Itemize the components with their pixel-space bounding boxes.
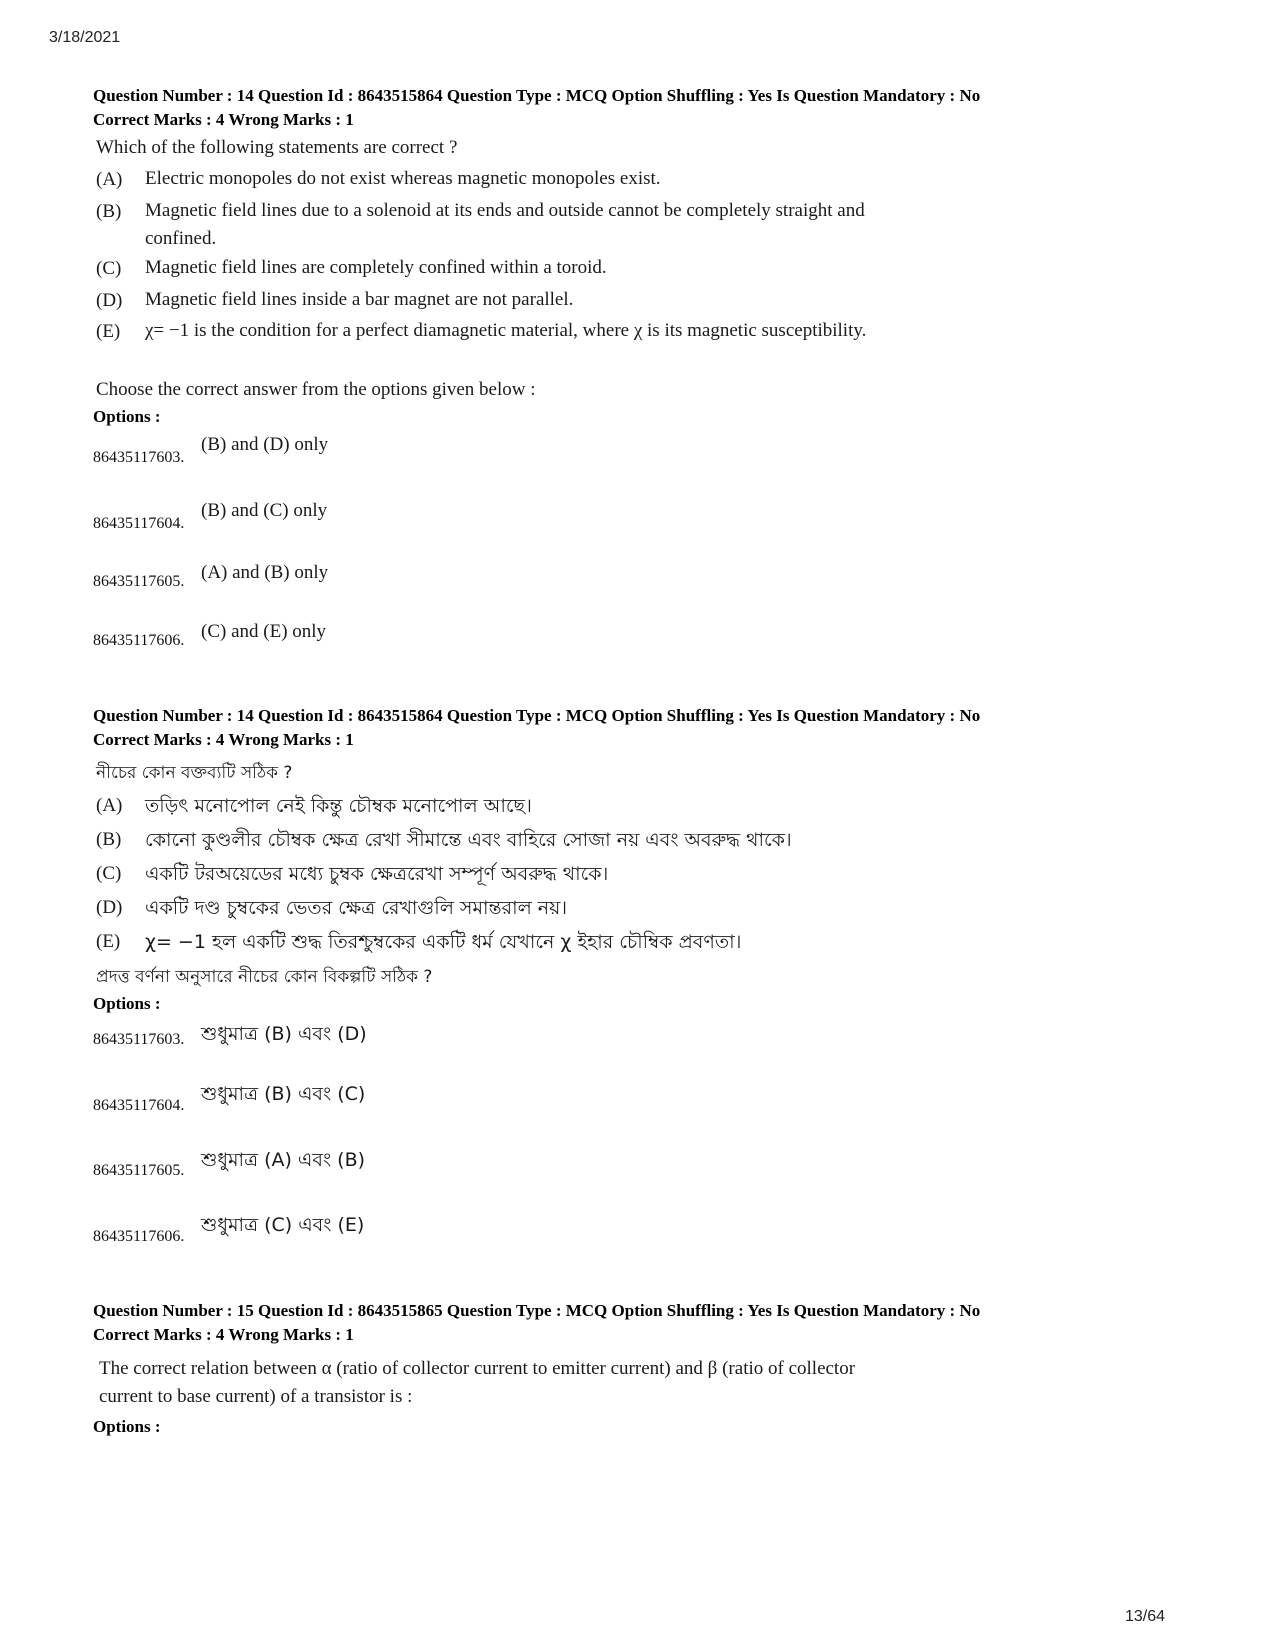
statement-label: (B) bbox=[96, 829, 122, 850]
option-id: 86435117606. bbox=[93, 1228, 185, 1245]
statement-label: (E) bbox=[96, 321, 121, 342]
statement-text: χ= −1 হল একটি শুদ্ধ তিরশ্চুম্বকের একটি ধর্ম যেখানে χ ইহার চৌম্বিক প্রবণতা। bbox=[145, 931, 742, 953]
statement-text: কোনো কুণ্ডলীর চৌম্বক ক্ষেত্র রেখা সীমান্তে এবং বাহিরে সোজা নয় এবং অবরুদ্ধ থাকে। bbox=[145, 829, 792, 851]
answer-prompt: Choose the correct answer from the options given below : bbox=[96, 379, 536, 400]
statement-label: (C) bbox=[96, 863, 122, 884]
statement-text: Magnetic field lines are completely confined within a toroid. bbox=[145, 257, 607, 278]
options-heading: Options : bbox=[93, 407, 161, 426]
option-id: 86435117604. bbox=[93, 1097, 185, 1114]
statement-text: একটি দণ্ড চুম্বকের ভেতর ক্ষেত্র রেখাগুলি সমান্তরাল নয়। bbox=[145, 897, 568, 919]
marks-meta-line: Correct Marks : 4 Wrong Marks : 1 bbox=[93, 1325, 354, 1344]
statement-text: Electric monopoles do not exist whereas magnetic monopoles exist. bbox=[145, 168, 661, 189]
option-id: 86435117603. bbox=[93, 1031, 185, 1048]
statement-label: (D) bbox=[96, 897, 123, 918]
option-text: শুধুমাত্র (A) এবং (B) bbox=[201, 1149, 366, 1171]
question-meta-line: Question Number : 15 Question Id : 8643515865 Question Type : MCQ Option Shuffling : Yes Is Question Mandatory : No bbox=[93, 1301, 981, 1320]
option-text: (B) and (D) only bbox=[201, 434, 329, 455]
option-id: 86435117606. bbox=[93, 632, 185, 649]
statement-label: (C) bbox=[96, 258, 122, 279]
answer-prompt: প্রদত্ত বর্ণনা অনুসারে নীচের কোন বিকল্পটি সঠিক ? bbox=[96, 967, 433, 987]
question-stem: নীচের কোন বক্তব্যটি সঠিক ? bbox=[96, 763, 293, 783]
option-text: (C) and (E) only bbox=[201, 621, 327, 642]
statement-label: (B) bbox=[96, 201, 122, 222]
option-text: শুধুমাত্র (B) এবং (D) bbox=[201, 1023, 367, 1045]
print-date: 3/18/2021 bbox=[49, 29, 121, 46]
question-meta bbox=[93, 1299, 980, 1347]
option-text: (A) and (B) only bbox=[201, 562, 329, 583]
question-meta bbox=[93, 704, 980, 752]
statement-label: (A) bbox=[96, 795, 123, 816]
page-number: 13/64 bbox=[1124, 1608, 1165, 1625]
question-meta-line: Question Number : 14 Question Id : 8643515864 Question Type : MCQ Option Shuffling : Yes Is Question Mandatory : No bbox=[93, 706, 981, 725]
statement-text: Magnetic field lines inside a bar magnet are not parallel. bbox=[145, 289, 574, 310]
marks-meta-line: Correct Marks : 4 Wrong Marks : 1 bbox=[93, 110, 354, 129]
option-text: শুধুমাত্র (C) এবং (E) bbox=[201, 1214, 365, 1236]
option-id: 86435117604. bbox=[93, 515, 185, 532]
option-id: 86435117603. bbox=[93, 449, 185, 466]
option-id: 86435117605. bbox=[93, 573, 185, 590]
marks-meta-line: Correct Marks : 4 Wrong Marks : 1 bbox=[93, 730, 354, 749]
option-id: 86435117605. bbox=[93, 1162, 185, 1179]
statement-text: তড়িৎ মনোপোল নেই কিন্তু চৌম্বক মনোপোল আছে। bbox=[145, 795, 532, 817]
statement-label: (E) bbox=[96, 931, 121, 952]
question-meta bbox=[93, 84, 980, 132]
statement-text: χ= −1 is the condition for a perfect diamagnetic material, where χ is its magnetic susceptibility. bbox=[145, 320, 867, 341]
option-text: শুধুমাত্র (B) এবং (C) bbox=[201, 1083, 366, 1105]
statement-label: (D) bbox=[96, 290, 123, 311]
options-heading: Options : bbox=[93, 994, 161, 1013]
question-stem: The correct relation between α (ratio of collector current to emitter current) and β (ratio of collector current to base current) of a transistor is : bbox=[99, 1358, 856, 1407]
statement-label: (A) bbox=[96, 169, 123, 190]
question-stem: Which of the following statements are correct ? bbox=[96, 137, 458, 158]
statement-text: Magnetic field lines due to a solenoid at its ends and outside cannot be completely straight and confined. bbox=[145, 200, 865, 249]
question-meta-line: Question Number : 14 Question Id : 8643515864 Question Type : MCQ Option Shuffling : Yes Is Question Mandatory : No bbox=[93, 86, 981, 105]
option-text: (B) and (C) only bbox=[201, 500, 328, 521]
statement-text: একটি টরঅয়েডের মধ্যে চুম্বক ক্ষেত্ররেখা সম্পূর্ণ অবরুদ্ধ থাকে। bbox=[145, 863, 609, 885]
options-heading: Options : bbox=[93, 1417, 161, 1436]
